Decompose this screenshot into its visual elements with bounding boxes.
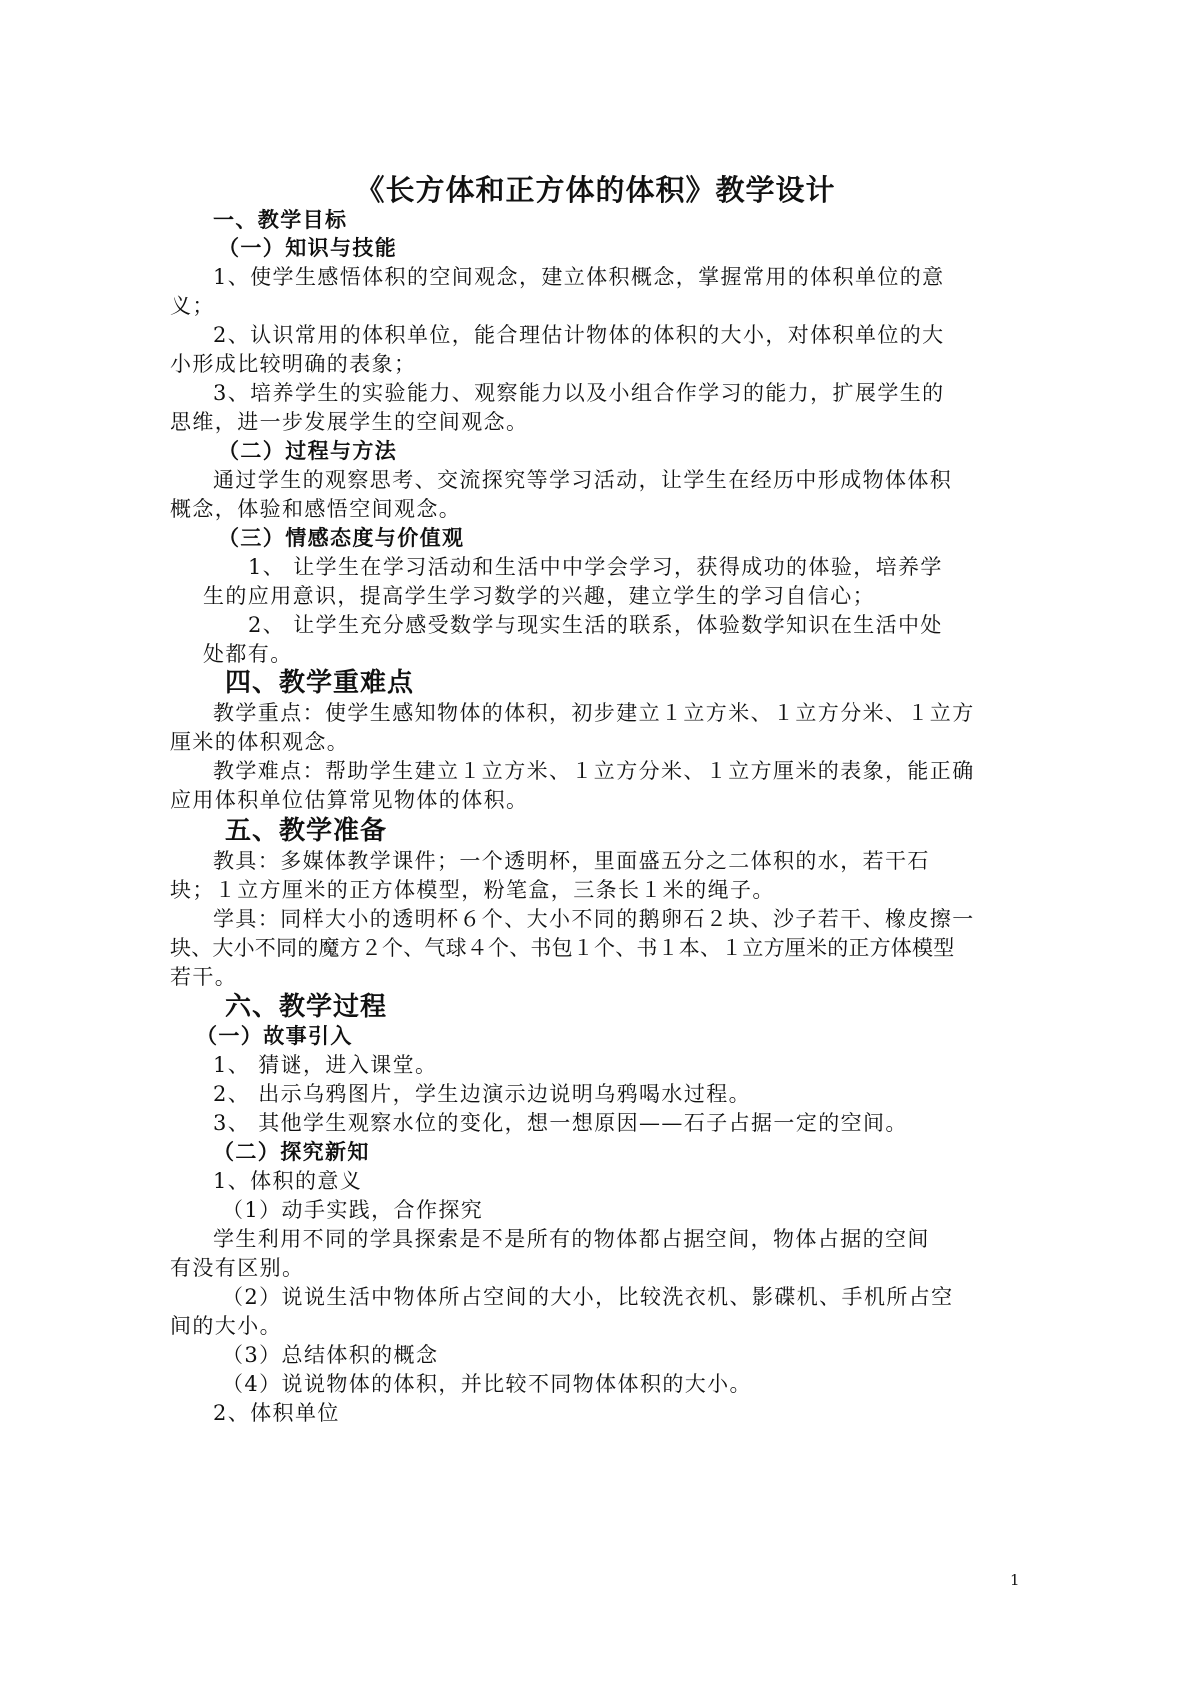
explore-step-2-line-2: 间的大小。 bbox=[170, 1314, 282, 1338]
difficult-point-line-1: 教学难点：帮助学生建立１立方米、１立方分米、１立方厘米的表象，能正确 bbox=[213, 759, 975, 783]
process-line-1: 通过学生的观察思考、交流探究等学习活动，让学生在经历中形成物体体积 bbox=[213, 468, 953, 492]
subheading-knowledge-skills: （一）知识与技能 bbox=[218, 235, 398, 260]
intro-step-3: 3、 其他学生观察水位的变化，想一想原因——石子占据一定的空间。 bbox=[213, 1111, 908, 1135]
subheading-explore-new: （二）探究新知 bbox=[213, 1139, 370, 1164]
section-heading-process: 六、教学过程 bbox=[225, 992, 388, 1022]
subheading-process-method: （二）过程与方法 bbox=[218, 438, 398, 463]
section-heading-key-points: 四、教学重难点 bbox=[225, 668, 415, 698]
attitude-2-line-1: 2、 让学生充分感受数学与现实生活的联系，体验数学知识在生活中处 bbox=[248, 613, 943, 637]
explore-step-1: （1）动手实践，合作探究 bbox=[222, 1198, 484, 1222]
explore-step-3: （3）总结体积的概念 bbox=[222, 1343, 439, 1367]
process-line-2: 概念，体验和感悟空间观念。 bbox=[170, 497, 462, 521]
explore-step-4: （4）说说物体的体积，并比较不同物体体积的大小。 bbox=[222, 1372, 752, 1396]
attitude-1-line-1: 1、 让学生在学习活动和生活中中学会学习，获得成功的体验，培养学 bbox=[248, 555, 943, 579]
student-materials-line-2: 块、大小不同的魔方２个、气球４个、书包１个、书１本、１立方厘米的正方体模型 bbox=[170, 936, 955, 960]
difficult-point-line-2: 应用体积单位估算常见物体的体积。 bbox=[170, 788, 529, 812]
objective-2-line-2: 小形成比较明确的表象； bbox=[170, 352, 417, 376]
page-number: 1 bbox=[1010, 1571, 1020, 1589]
document-title: 《长方体和正方体的体积》教学设计 bbox=[355, 173, 836, 207]
explore-para-line-1: 学生利用不同的学具探索是不是所有的物体都占据空间，物体占据的空间 bbox=[213, 1227, 930, 1251]
student-materials-line-1: 学具：同样大小的透明杯６个、大小不同的鹅卵石２块、沙子若干、橡皮擦一 bbox=[213, 907, 975, 931]
objective-1-line-1: 1、使学生感悟体积的空间观念，建立体积概念，掌握常用的体积单位的意 bbox=[213, 265, 945, 289]
attitude-1-line-2: 生的应用意识，提高学生学习数学的兴趣，建立学生的学习自信心； bbox=[203, 584, 875, 608]
objective-3-line-1: 3、培养学生的实验能力、观察能力以及小组合作学习的能力，扩展学生的 bbox=[213, 381, 945, 405]
student-materials-line-3: 若干。 bbox=[170, 965, 238, 989]
explore-volume-meaning: 1、体积的意义 bbox=[213, 1169, 363, 1193]
attitude-2-line-2: 处都有。 bbox=[203, 642, 293, 666]
volume-units-heading: 2、体积单位 bbox=[213, 1401, 340, 1425]
objective-2-line-1: 2、认识常用的体积单位，能合理估计物体的体积的大小，对体积单位的大 bbox=[213, 323, 945, 347]
objective-1-line-2: 义； bbox=[170, 294, 215, 318]
subheading-attitude-values: （三）情感态度与价值观 bbox=[218, 525, 465, 550]
intro-step-1: 1、 猜谜，进入课堂。 bbox=[213, 1053, 438, 1077]
subheading-story-intro: （一）故事引入 bbox=[196, 1023, 353, 1048]
section-heading-objectives: 一、教学目标 bbox=[213, 207, 348, 232]
section-heading-preparation: 五、教学准备 bbox=[225, 816, 388, 846]
teacher-materials-line-1: 教具：多媒体教学课件；一个透明杯，里面盛五分之二体积的水，若干石 bbox=[213, 849, 930, 873]
teacher-materials-line-2: 块；１立方厘米的正方体模型，粉笔盒，三条长１米的绳子。 bbox=[170, 878, 775, 902]
explore-para-line-2: 有没有区别。 bbox=[170, 1256, 305, 1280]
key-point-line-2: 厘米的体积观念。 bbox=[170, 730, 350, 754]
explore-step-2-line-1: （2）说说生活中物体所占空间的大小，比较洗衣机、影碟机、手机所占空 bbox=[222, 1285, 954, 1309]
intro-step-2: 2、 出示乌鸦图片，学生边演示边说明乌鸦喝水过程。 bbox=[213, 1082, 752, 1106]
objective-3-line-2: 思维，进一步发展学生的空间观念。 bbox=[170, 410, 529, 434]
key-point-line-1: 教学重点：使学生感知物体的体积，初步建立１立方米、１立方分米、１立方 bbox=[213, 701, 975, 725]
